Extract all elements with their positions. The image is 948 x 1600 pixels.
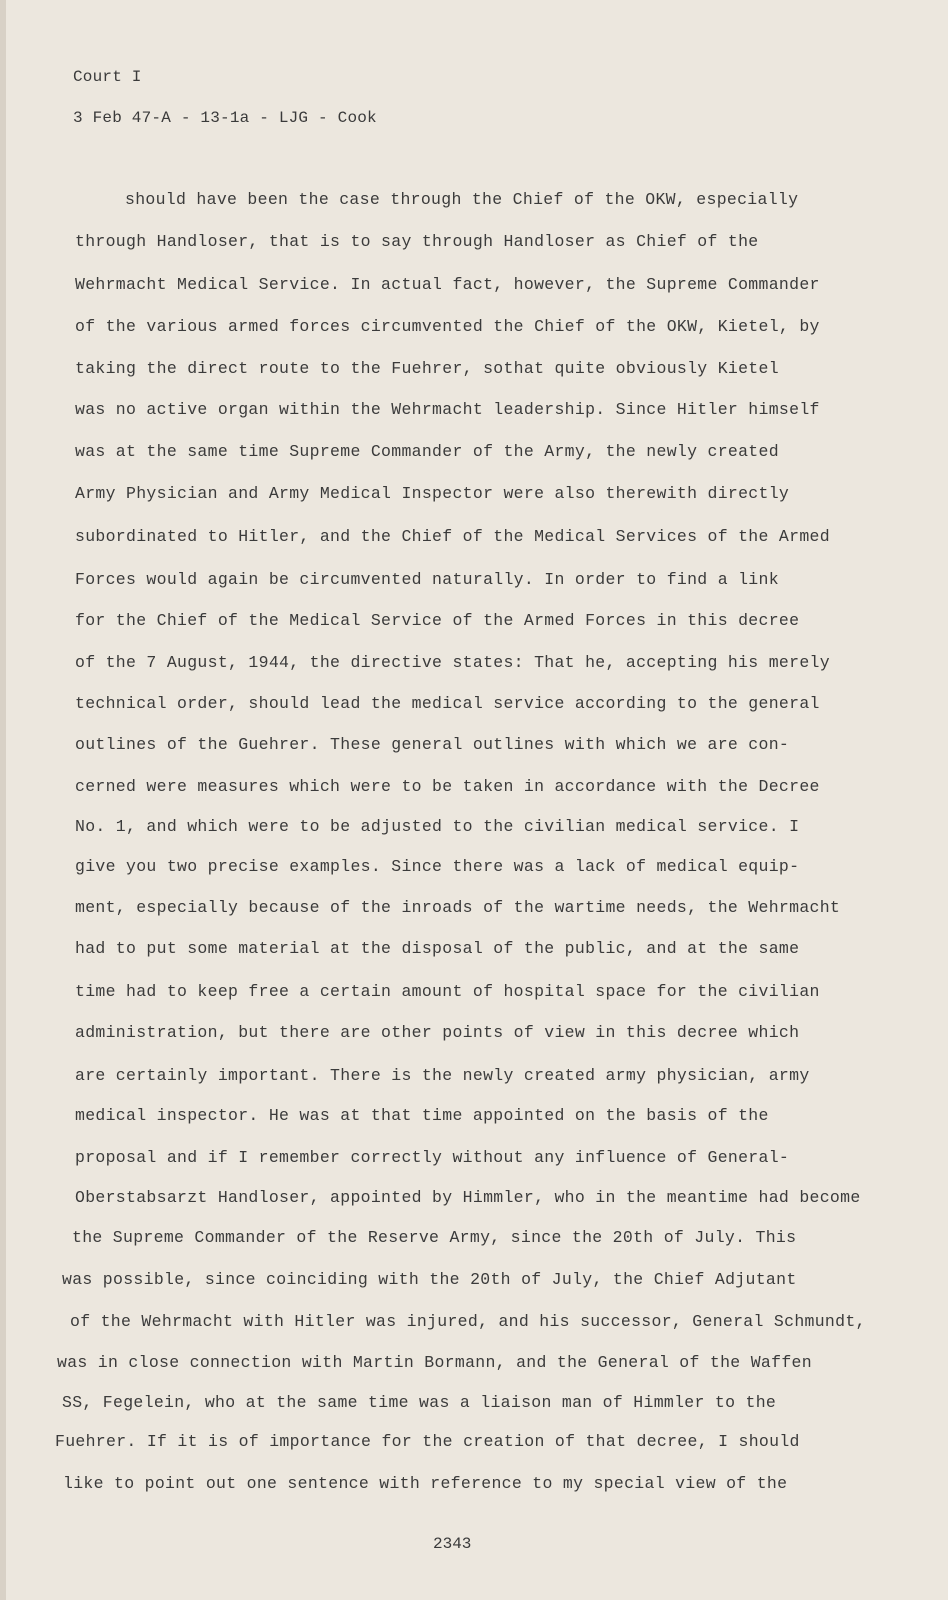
text-line: No. 1, and which were to be adjusted to the civilian medical service. I xyxy=(75,817,800,836)
text-line: of the various armed forces circumvented the Chief of the OKW, Kietel, by xyxy=(75,317,820,336)
text-line: subordinated to Hitler, and the Chief of the Medical Services of the Armed xyxy=(75,527,830,546)
text-line: was possible, since coinciding with the 20th of July, the Chief Adjutant xyxy=(62,1270,797,1289)
text-line: taking the direct route to the Fuehrer, sothat quite obviously Kietel xyxy=(75,359,779,378)
text-line: are certainly important. There is the newly created army physician, army xyxy=(75,1066,810,1085)
text-line: was in close connection with Martin Bormann, and the General of the Waffen xyxy=(57,1353,812,1372)
page-left-edge xyxy=(0,0,6,1600)
text-line: Forces would again be circumvented naturally. In order to find a link xyxy=(75,570,779,589)
text-line: had to put some material at the disposal of the public, and at the same xyxy=(75,939,800,958)
page-number: 2343 xyxy=(433,1535,472,1553)
text-line: administration, but there are other points of view in this decree which xyxy=(75,1023,800,1042)
text-line: outlines of the Guehrer. These general outlines with which we are con- xyxy=(75,735,790,754)
text-line: medical inspector. He was at that time appointed on the basis of the xyxy=(75,1106,769,1125)
text-line: Wehrmacht Medical Service. In actual fact, however, the Supreme Commander xyxy=(75,275,820,294)
document-reference: 3 Feb 47-A - 13-1a - LJG - Cook xyxy=(73,109,377,127)
text-line: technical order, should lead the medical service according to the general xyxy=(75,694,820,713)
text-line: of the Wehrmacht with Hitler was injured, and his successor, General Schmundt, xyxy=(70,1312,866,1331)
text-line: should have been the case through the Chief of the OKW, especially xyxy=(125,190,799,209)
text-line: give you two precise examples. Since there was a lack of medical equip- xyxy=(75,857,800,876)
text-line: time had to keep free a certain amount of hospital space for the civilian xyxy=(75,982,820,1001)
text-line: Oberstabsarzt Handloser, appointed by Himmler, who in the meantime had become xyxy=(75,1188,861,1207)
text-line: through Handloser, that is to say through Handloser as Chief of the xyxy=(75,232,759,251)
text-line: was at the same time Supreme Commander of the Army, the newly created xyxy=(75,442,779,461)
text-line: of the 7 August, 1944, the directive states: That he, accepting his merely xyxy=(75,653,830,672)
text-line: proposal and if I remember correctly without any influence of General- xyxy=(75,1148,790,1167)
court-label: Court I xyxy=(73,68,142,86)
text-line: Army Physician and Army Medical Inspector were also therewith directly xyxy=(75,484,790,503)
text-line: like to point out one sentence with reference to my special view of the xyxy=(63,1474,788,1493)
text-line: ment, especially because of the inroads of the wartime needs, the Wehrmacht xyxy=(75,898,841,917)
text-line: for the Chief of the Medical Service of the Armed Forces in this decree xyxy=(75,611,800,630)
text-line: the Supreme Commander of the Reserve Army, since the 20th of July. This xyxy=(72,1228,797,1247)
text-line: was no active organ within the Wehrmacht leadership. Since Hitler himself xyxy=(75,400,820,419)
text-line: SS, Fegelein, who at the same time was a liaison man of Himmler to the xyxy=(62,1393,777,1412)
text-line: cerned were measures which were to be taken in accordance with the Decree xyxy=(75,777,820,796)
text-line: Fuehrer. If it is of importance for the creation of that decree, I should xyxy=(55,1432,800,1451)
